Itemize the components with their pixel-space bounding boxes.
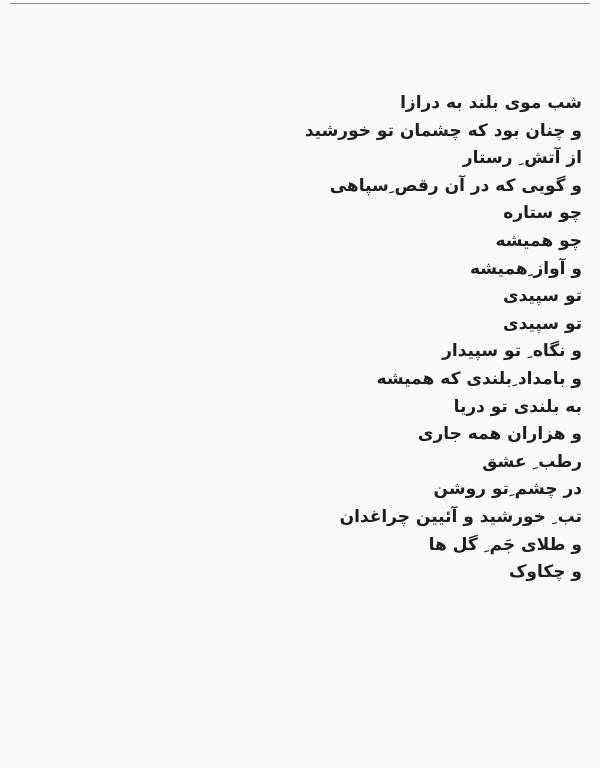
poem-line: و هزاران همه جاری bbox=[417, 424, 582, 445]
poem-line: چو ستاره bbox=[503, 203, 582, 224]
poem-line: رطب ِ عشق bbox=[482, 451, 582, 472]
top-divider bbox=[10, 3, 590, 4]
poem-line: و چنان بود که چشمان تو خورشید bbox=[304, 120, 582, 141]
poem-line: و بامداد ِبلندی که همیشه bbox=[376, 368, 582, 389]
poem-line: و آواز ِهمیشه bbox=[469, 258, 582, 279]
poem-text bbox=[182, 90, 582, 587]
poem-line: به بلندی تو دریا bbox=[453, 396, 582, 417]
poem-line: از آتش ِ رستار bbox=[462, 148, 582, 169]
poem-line: و چکاوک bbox=[509, 562, 582, 583]
poem-line: تو سپیدی bbox=[503, 286, 582, 307]
poem-line: تب ِ خورشید و آئیین چراغدان bbox=[339, 506, 582, 527]
poem-line: در چشم ِتو روشن bbox=[433, 479, 582, 500]
poem-line: و طلای جَم ِ گل ها bbox=[428, 534, 582, 555]
poem-line: و نگاه ِ تو سپیدار bbox=[442, 341, 582, 362]
poem-line: چو همیشه bbox=[495, 230, 582, 251]
poem-line: شب موی بلند به درازا bbox=[400, 93, 582, 113]
poem-line: تو سپیدی bbox=[503, 313, 582, 334]
poem-line: و گویی که در آن رقص ِسپاهی bbox=[329, 175, 582, 196]
